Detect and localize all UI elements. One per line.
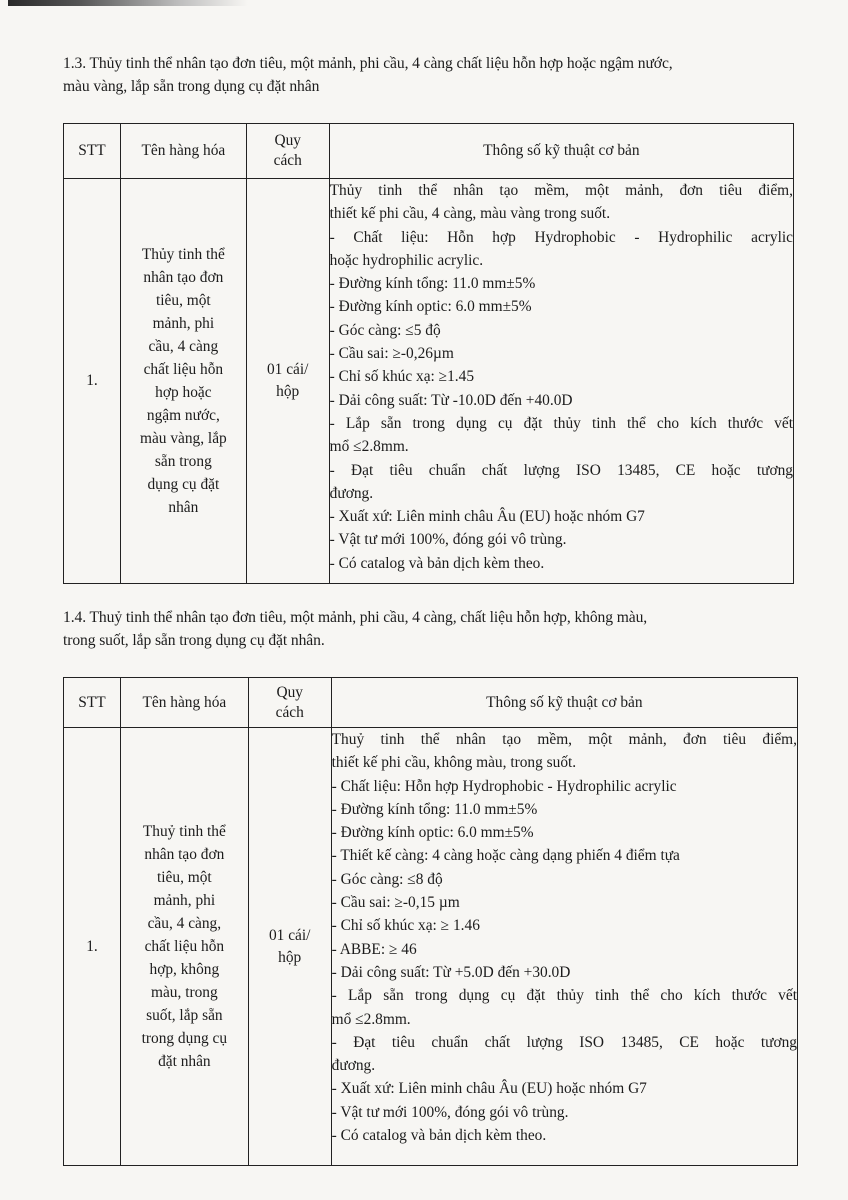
spec-line: - ABBE: ≥ 46 xyxy=(331,940,417,958)
spec-line: - Chỉ số khúc xạ: ≥1.45 xyxy=(329,368,475,386)
cell-quantity xyxy=(246,179,329,584)
spec-line: - Dải công suất: Từ -10.0D đến +40.0D xyxy=(329,391,573,409)
product-name-line: nhân tạo đơn xyxy=(143,269,224,286)
spec-line: - Đường kính tổng: 11.0 mm±5% xyxy=(331,800,538,818)
heading-line: trong suốt, lắp sẵn trong dụng cụ đặt nhân. xyxy=(63,632,325,649)
product-name-line: suốt, lắp sẵn xyxy=(146,1007,223,1024)
spec-line: Thủy tinh thể nhân tạo mềm, một mảnh, đơn tiêu điểm, xyxy=(329,182,793,199)
table-row xyxy=(64,179,794,584)
header-stt: STT xyxy=(64,678,121,728)
header-qty: Quy cách xyxy=(246,124,329,179)
product-name-line: trong dụng cụ xyxy=(141,1030,228,1047)
product-name-line: Thuỷ tinh thể xyxy=(142,823,226,840)
cell-stt: 1. xyxy=(64,728,121,1166)
spec-line: - Lắp sẵn trong dụng cụ đặt thủy tinh thể cho kích thước vết xyxy=(331,987,797,1005)
spec-line: mổ ≤2.8mm. xyxy=(331,1010,411,1028)
product-name-line: màu vàng, lắp xyxy=(139,430,227,447)
spec-line: - Lắp sẵn trong dụng cụ đặt thủy tinh thể cho kích thước vết xyxy=(329,414,793,432)
qty-line: 01 cái/ xyxy=(266,361,309,378)
header-spec: Thông số kỹ thuật cơ bản xyxy=(329,124,793,179)
table-header-row xyxy=(64,124,794,179)
header-qty: Quy cách xyxy=(248,678,331,728)
qty-line: 01 cái/ xyxy=(268,926,311,944)
product-name-line: hợp, không xyxy=(149,961,220,978)
product-name-line: cầu, 4 càng xyxy=(148,338,219,355)
table-header-row xyxy=(64,678,798,728)
cell-quantity xyxy=(248,728,331,1166)
product-name-line: nhân tạo đơn xyxy=(144,846,225,863)
header-name: Tên hàng hóa xyxy=(120,678,248,728)
spec-line: - Đường kính tổng: 11.0 mm±5% xyxy=(329,275,536,293)
product-name-line: đặt nhân xyxy=(158,1053,211,1070)
scan-edge-shadow xyxy=(8,0,248,6)
qty-line: hộp xyxy=(276,383,300,400)
spec-line: - Có catalog và bản dịch kèm theo. xyxy=(329,554,545,572)
product-name-line: sẵn trong xyxy=(154,453,212,470)
product-name-line: mảnh, phi xyxy=(153,892,216,909)
spec-line: - Có catalog và bản dịch kèm theo. xyxy=(331,1127,547,1145)
spec-line: thiết kế phi cầu, 4 càng, màu vàng trong suốt. xyxy=(329,205,611,223)
product-name-line: dụng cụ đặt xyxy=(147,476,220,493)
table-row xyxy=(64,728,798,1166)
spec-table-1-3 xyxy=(63,123,794,584)
header-spec: Thông số kỹ thuật cơ bản xyxy=(331,678,797,728)
spec-line: - Đường kính optic: 6.0 mm±5% xyxy=(331,824,534,842)
spec-line: - Vật tư mới 100%, đóng gói vô trùng. xyxy=(329,531,567,549)
spec-line: hoặc hydrophilic acrylic. xyxy=(329,251,484,269)
spec-line: - Xuất xứ: Liên minh châu Âu (EU) hoặc nhóm G7 xyxy=(329,508,645,526)
spec-line: - Cầu sai: ≥-0,26µm xyxy=(329,345,454,363)
heading-line: 1.4. Thuỷ tinh thể nhân tạo đơn tiêu, một mảnh, phi cầu, 4 càng, chất liệu hỗn hợp, không màu, xyxy=(63,609,648,626)
product-name-line: tiêu, một xyxy=(155,292,211,309)
spec-line: - Dải công suất: Từ +5.0D đến +30.0D xyxy=(331,963,571,981)
section-1-4-heading xyxy=(63,606,803,652)
spec-line: - Cầu sai: ≥-0,15 µm xyxy=(331,894,460,912)
spec-line: - Đạt tiêu chuẩn chất lượng ISO 13485, CE hoặc tương xyxy=(329,461,793,479)
section-1-3-heading xyxy=(63,52,803,98)
cell-product-name xyxy=(120,728,248,1166)
spec-line: - Đạt tiêu chuẩn chất lượng ISO 13485, CE hoặc tương xyxy=(331,1033,797,1051)
product-name-line: chất liệu hỗn xyxy=(144,938,225,955)
spec-line: - Góc càng: ≤5 độ xyxy=(329,321,441,339)
cell-specifications xyxy=(331,728,797,1166)
spec-line: - Chất liệu: Hỗn hợp Hydrophobic - Hydrophilic acrylic xyxy=(331,777,677,795)
spec-line: - Chỉ số khúc xạ: ≥ 1.46 xyxy=(331,917,480,935)
spec-line: - Góc càng: ≤8 độ xyxy=(331,870,443,888)
header-name: Tên hàng hóa xyxy=(120,124,246,179)
heading-line: 1.3. Thủy tinh thể nhân tạo đơn tiêu, một mảnh, phi cầu, 4 càng chất liệu hỗn hợp hoặc ngậm nước, xyxy=(63,55,673,72)
cell-product-name xyxy=(120,179,246,584)
product-name-line: mảnh, phi xyxy=(152,315,215,332)
spec-line: - Thiết kế càng: 4 càng hoặc càng dạng phiến 4 điểm tựa xyxy=(331,847,680,865)
product-name-line: hợp hoặc xyxy=(155,384,212,401)
spec-line: đương. xyxy=(329,484,374,502)
spec-line: thiết kế phi cầu, không màu, trong suốt. xyxy=(331,754,577,772)
product-name-line: ngậm nước, xyxy=(146,407,220,424)
spec-line: đương. xyxy=(331,1057,376,1075)
spec-line: - Chất liệu: Hỗn hợp Hydrophobic - Hydrophilic acrylic xyxy=(329,228,793,246)
product-name-line: chất liệu hỗn xyxy=(143,361,224,378)
cell-specifications xyxy=(329,179,793,584)
product-name-line: tiêu, một xyxy=(156,869,212,886)
spec-line: Thuỷ tinh thể nhân tạo mềm, một mảnh, đơn tiêu điểm, xyxy=(331,731,797,748)
header-stt: STT xyxy=(64,124,121,179)
spec-table-1-4 xyxy=(63,677,798,1166)
spec-line: - Vật tư mới 100%, đóng gói vô trùng. xyxy=(331,1103,569,1121)
spec-line: - Xuất xứ: Liên minh châu Âu (EU) hoặc nhóm G7 xyxy=(331,1080,647,1098)
qty-line: hộp xyxy=(278,948,302,966)
product-name-line: màu, trong xyxy=(151,984,218,1001)
spec-line: mổ ≤2.8mm. xyxy=(329,438,409,456)
product-name-line: nhân xyxy=(168,499,199,516)
product-name-line: Thủy tinh thể xyxy=(141,246,225,263)
product-name-line: cầu, 4 càng, xyxy=(147,915,222,932)
heading-line: màu vàng, lắp sẵn trong dụng cụ đặt nhân xyxy=(63,78,320,95)
cell-stt: 1. xyxy=(64,179,121,584)
spec-line: - Đường kính optic: 6.0 mm±5% xyxy=(329,298,532,316)
